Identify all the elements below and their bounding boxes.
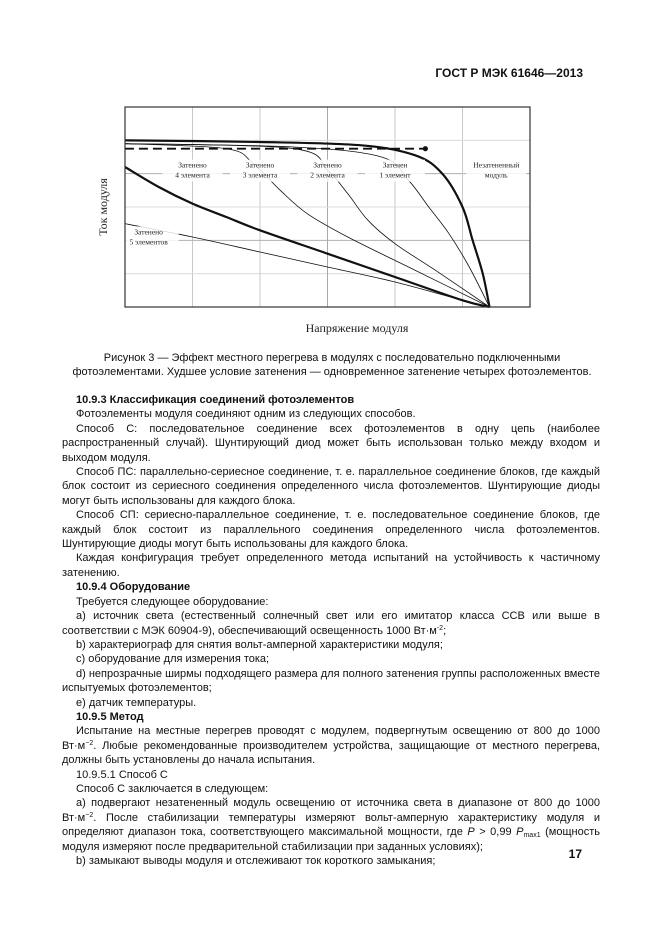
curve-annotation-line: 5 элементов — [129, 237, 168, 247]
paragraph: Способ СП: сериесно-параллельное соединение, т. е. последовательное соединение блоков, где каждый блок состоит из параллельного соединения определенного числа фотоэлементов. Шунтирующие диоды могут быть использованы для каждого блока. — [62, 509, 600, 551]
paragraph: Фотоэлементы модуля соединяют одним из следующих способов. — [76, 408, 416, 421]
paragraph: b) замыкают выводы модуля и отслеживают ток короткого замыкания; — [76, 855, 436, 867]
document-header: ГОСТ Р МЭК 61646—2013 — [435, 66, 583, 80]
curve-annotation-line: Затенено — [245, 160, 275, 170]
max-power-point-marker — [423, 146, 428, 151]
page-number: 17 — [568, 847, 582, 861]
section-heading: 10.9.4 Оборудование — [76, 581, 191, 594]
body-text — [62, 393, 600, 868]
paragraph: 10.9.5.1 Способ С — [76, 768, 168, 781]
curve-annotation-line: 2 элемента — [310, 170, 345, 180]
curve-annotation-line: модуль — [484, 170, 508, 180]
curve-annotation-line: Затенено — [313, 160, 342, 170]
paragraph: c) оборудование для измерения тока; — [76, 653, 270, 666]
section-heading: 10.9.5 Метод — [76, 710, 144, 723]
curve-annotation — [379, 161, 411, 180]
curve-annotation — [310, 161, 345, 180]
curve-annotation — [129, 227, 168, 246]
curve-annotation-line: 3 элемента — [242, 170, 278, 180]
paragraph: a) подвергают незатененный модуль освещению от источника света в диапазоне от 800 до 1000 $Вт\cdot м^{-2}$. После стабилизации температуры измеряют вольт-амперную характеристику модуля и определяют диапазон тока, соответствующего максимальной мощности, где P > 0,99 $P_{max1}$ (мощность модуля измеряют после предварительной стабилизации при заданных условиях); — [62, 797, 600, 853]
curve-annotation-line: 1 элемент — [379, 170, 411, 180]
y-axis-label: Ток модуля — [96, 178, 110, 236]
figure-caption: Рисунок 3 — Эффект местного перегрева в модулях с последовательно подключенными фотоэлементами. Худшее условие затенения — одновременное затенение четырех фотоэлементов. — [72, 352, 592, 378]
curve-annotation-line: 4 элемента — [175, 170, 210, 180]
curve-annotation-line: Незатененный — [473, 160, 520, 170]
curve-annotation-line: Затенен — [382, 160, 408, 170]
curve-annotation-line: Затенено — [178, 160, 207, 170]
paragraph: d) непрозрачные ширмы подходящего размера для полного затенения группы расположенных вместе испытуемых фотоэлементов; — [62, 667, 600, 695]
curve-annotation — [175, 161, 210, 180]
chart-annotations — [119, 160, 527, 249]
chart-grid — [125, 107, 530, 307]
series-line-затенено-4-элемента — [125, 167, 490, 307]
curve-annotation-line: Затенено — [134, 227, 163, 237]
curve-annotation — [243, 161, 278, 180]
iv-curve-chart — [0, 0, 661, 340]
paragraph: b) характериограф для снятия вольт-амперной характеристики модуля; — [76, 638, 443, 651]
paragraph: e) датчик температуры. — [76, 696, 197, 709]
paragraph: Каждая конфигурация требует определенного метода испытаний на устойчивость к частичному затенению. — [62, 552, 600, 579]
paragraph: Способ С заключается в следующем: — [76, 782, 269, 795]
paragraph: Способ С: последовательное соединение всех фотоэлементов в одну цепь (наиболее распространенный случай). Шунтирующий диод может быть использован только между входом и выходом модуля. — [62, 422, 600, 464]
series-line-затенено-5-элементов — [125, 224, 490, 307]
x-axis-label: Напряжение модуля — [305, 321, 409, 335]
paragraph: Испытание на местные перегрев проводят с модулем, подвергнутым освещению от 800 до 1000 $Вт\cdot м^{-2}$. Любые рекомендованные производителем устройства, защищающие от местного перегрева, должны быть установлены до начала испытания. — [62, 725, 600, 767]
paragraph: Способ ПС: параллельно-сериесное соединение, т. е. параллельное соединение блоков, где каждый блок состоит из сериесного соединения определенного числа фотоэлементов. Шунтирующие диоды могут быть использованы для каждого блока. — [62, 466, 600, 507]
section-heading: 10.9.3 Классификация соединений фотоэлементов — [76, 394, 355, 406]
paragraph: Требуется следующее оборудование: — [76, 595, 269, 608]
paragraph: a) источник света (естественный солнечный свет или его имитатор класса ССВ или выше в соответствии с МЭК 60904-9), обеспечивающий освещенность 1000 $Вт\cdot м^{-2}$; — [62, 610, 600, 637]
